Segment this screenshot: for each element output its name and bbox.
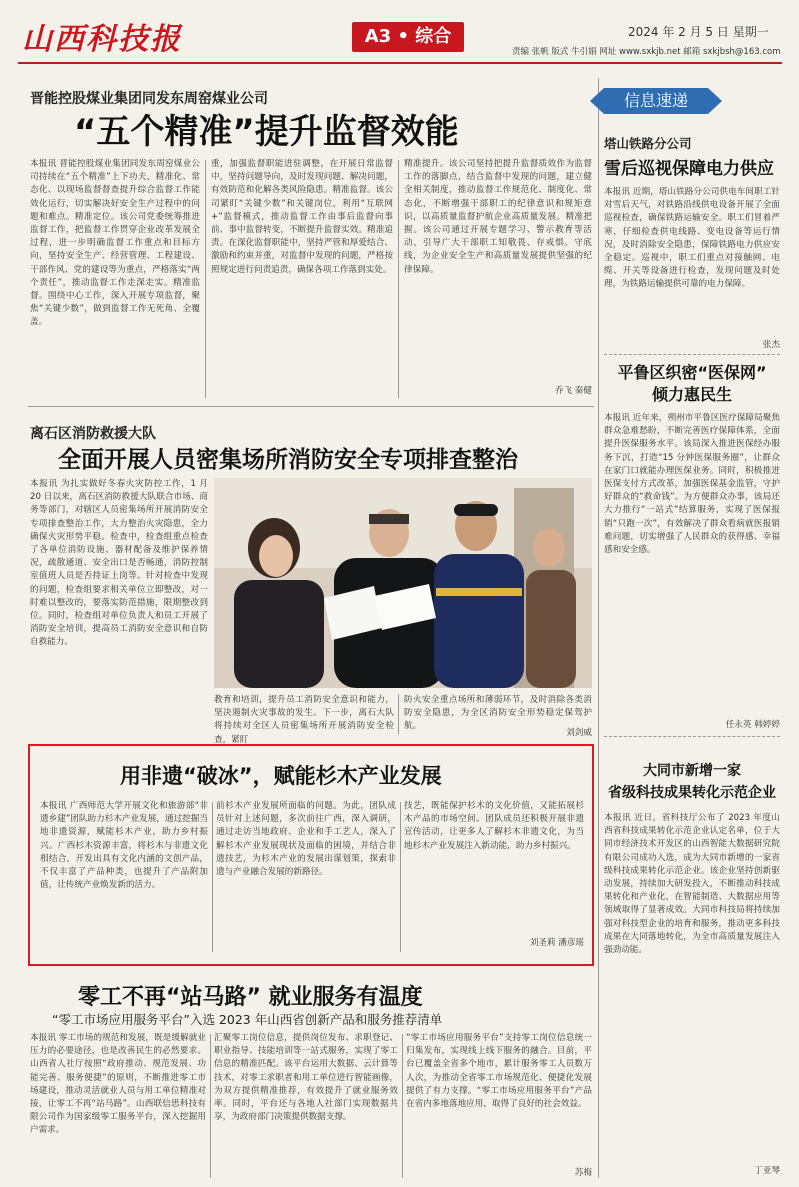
sidebar3-body: 本报讯 近日，省科技厅公布了 2023 年度山西省科技成果转化示范企业认定名单，位于大同市经济技术开发区的山西智能大数据研究院有限公司成功入选，成为大同市新增的一家省级科技成果转化示范企业。该企业坚持创新驱动发展，持续加大研发投入，不断推动科技成果转化和产业化，在智能制造、大数据应用等领域取得了显著成效。大同市科技局将持续加强对科技型企业的培育和服务，推动更多科技成果在大同落地转化，为全市高质量发展注入强劲动能。 (604, 813, 780, 956)
issue-date: 2024 年 2 月 5 日 星期一 (628, 25, 769, 39)
article2-byline: 刘剑威 (566, 728, 592, 738)
article2-col1: 本报讯 为扎实做好冬春火灾防控工作，1 月 20 日以来，离石区消防救援大队联合市场、商务等部门，对辖区人员密集场所开展消防安全专项排查整治工作，大力整治火灾隐患，全力确保火灾形势平稳。检查中，检查组重点检查了各单位消防设施、器材配备及维护保养情况，疏散通道、安全出口是否畅通，消防控制室值班人员是否持证上岗等。针对检查中发现的问题，检查组要求相关单位立即整改，对一时难以整改的，要落实防范措施，限期整改到位。同时，检查组对单位负责人和员工开展了消防安全培训，提高员工消防安全意识和自防自救能力。 (30, 479, 208, 648)
article4-col3: “零工市场应用服务平台”支持零工岗位信息统一归集发布，实现线上线下服务的融合。目前，平台已覆盖全省多个地市，累计服务零工人员数万人次，为推动全省零工市场规范化、便捷化发展提供了有力支撑。“零工市场应用服务平台”产品在省内多地落地应用，取得了良好的社会效益。 (406, 1033, 592, 1110)
article2-col3: 防火安全重点场所和薄弱环节，及时消除各类消防安全隐患，为全区消防安全形势稳定保驾护航。 (404, 695, 592, 732)
sidebar1-byline: 张杰 (762, 340, 780, 350)
article2-kicker: 离石区消防救援大队 (30, 426, 156, 442)
photo-illustration (214, 478, 592, 688)
article1-byline: 乔飞 秦健 (554, 386, 592, 396)
article3-headline: 用非遗“破冰”，赋能杉木产业发展 (120, 764, 442, 788)
article1-col3: 精准提升。该公司坚持把提升监督质效作为监督工作的落脚点，结合监督中发现的问题，建立健全相关制度，推动监督工作规范化、制度化、常态化，不断增强干部职工的纪律意识和规矩意识，以高质量监督护航企业高质量发展。精准把握。该公司通过开展专题学习、警示教育等活动，引导广大干部职工知敬畏、存戒惧、守底线，为企业安全生产和高质量发展提供坚强的纪律保障。 (404, 159, 592, 275)
article1-kicker: 晋能控股煤业集团同发东周窑煤业公司 (30, 91, 268, 107)
column-divider (212, 802, 213, 952)
sidebar2-body: 本报讯 近年来，朔州市平鲁区医疗保障局聚焦群众急难愁盼，不断完善医疗保障体系，全面提升医保服务水平。该局深入推进医保经办服务下沉，打造“15 分钟医保服务圈”，让群众在家门口就能办理医保业务。同时，积极推进医保支付方式改革，加强医保基金监管，守护好群众的“救命钱”。为方便群众办事，该局还大力推行“一站式”结算服务，实现了医保报销“只跑一次”，有效解决了群众看病就医报销难问题，切实增强了人民群众的获得感、幸福感和安全感。 (604, 413, 780, 556)
sidebar1-kicker: 塔山铁路分公司 (604, 136, 692, 151)
sidebar-divider (598, 78, 599, 1178)
sidebar2-byline: 任永英 韩婷婷 (725, 720, 780, 730)
article2-headline: 全面开展人员密集场所消防安全专项排查整治 (58, 447, 518, 473)
column-divider (398, 694, 399, 734)
masthead-rule (18, 62, 782, 64)
sidebar1-headline: 雪后巡视保障电力供应 (604, 159, 774, 179)
article4-headline: 零工不再“站马路” 就业服务有温度 (78, 985, 423, 1010)
column-divider (398, 160, 399, 398)
article4-col1: 本报讯 零工市场的规范和发展，既是缓解就业压力的必要途径，也是改善民生的必然要求。山西省人社厅按照“政府推动、规范发展、功能完善、服务便捷”的原则，不断推进零工市场建设，推动灵活就业人员与用工单位精准对接，让零工不再“站马路”。山西联信思科技有限公司作为国家级零工服务平台，深入挖掘用户需求。 (30, 1033, 206, 1136)
editor-credits: 责编 张帆 版式 牛引娟 网址 www.sxkjb.net 邮箱 sxkjbsh@163.com (512, 47, 781, 57)
section-tag: A3 • 综合 (352, 22, 464, 52)
newspaper-logo: 山西科技报 (22, 22, 182, 57)
column-divider (402, 1034, 403, 1178)
column-divider (210, 1034, 211, 1178)
sidebar-separator (604, 736, 780, 737)
article2-col2: 教育和培训，提升员工消防安全意识和能力，坚决遏制火灾事故的发生。下一步，离石大队将持续对全区人员密集场所开展消防安全检查，紧盯 (214, 695, 394, 745)
sidebar1-body: 本报讯 近期，塔山铁路分公司供电车间职工针对雪后天气，对铁路沿线供电设备开展了全面巡视检查，确保铁路运输安全。职工们冒着严寒，仔细检查供电线路、变电设备等运行情况，及时消除安全隐患，保障铁路电力供应安全稳定。巡视中，职工们重点对接触网、电缆、开关等设备进行检查，发现问题及时处理，为铁路运输提供可靠的电力保障。 (604, 187, 780, 290)
sidebar2-headline: 平鲁区织密“医保网” 倾力惠民生 (617, 363, 767, 404)
article-separator (28, 406, 594, 407)
article4-subhead: “零工市场应用服务平台”入选 2023 年山西省创新产品和服务推荐清单 (52, 1012, 443, 1027)
article3-byline: 刘圣莉 潘彦瑶 (529, 938, 584, 948)
sidebar3-byline: 丁亚琴 (754, 1166, 780, 1176)
article1-col1: 本报讯 晋能控股煤业集团同发东周窑煤业公司持续在“五个精准”上下功夫，精准化、常态化、以现场监督督查提升综合监督工作能效化运行，切实解决好安全生产过程中的问题和难点。精准定位。该公司党委统筹推进监督工作，把监督工作贯穿企业改革发展全过程，进一步明确监督工作重点和目标方向，坚持安全生产、经营管理、工程建设、干部作风、党的建设等为重点，严格落实“两个责任”，推动监督工作走深走实。精准监督。围绕中心工作，深入开展专项监督，聚焦“关键少数”，做到监督工作无死角、全覆盖。 (30, 159, 200, 328)
article1-col2: 重，加强监督职能进驻调整，在开展日常监督中，坚持问题导向，及时发现问题、解决问题，有效防范和化解各类风险隐患。精准监督。该公司紧盯“关键少数”和关键岗位，利用“互联网+”监督模式，推动监督工作由事后监督向事前、事中监督转变，不断提升监督实效。精准追责。在深化监督职能中，坚持严管和厚爱结合、激励和约束并重，对监督中发现的问题，严格按照规定进行问责追责，确保各项工作落到实处。 (211, 159, 393, 275)
article4-byline: 苏梅 (574, 1168, 592, 1178)
news-flash-banner: 信息速递 (604, 88, 708, 114)
column-divider (400, 802, 401, 952)
sidebar-separator (604, 354, 780, 355)
article3-col1: 本报讯 广西师范大学开展文化和旅游部“非遗乡建”团队助力杉木产业发展，通过挖掘当地非遗资源，赋能杉木产业，助力乡村振兴。广西杉木资源丰富，将杉木与非遗文化相结合，开发出具有文化内涵的文创产品，不仅丰富了产品种类，也提升了产品附加值，让传统产业焕发新的活力。 (40, 801, 208, 891)
article3-col3: 技艺，既能保护杉木的文化价值，又能拓展杉木产品的市场空间。团队成员还积极开展非遗宣传活动，让更多人了解杉木非遗文化，为当地杉木产业发展注入新动能，助力乡村振兴。 (404, 801, 584, 851)
article3-col2: 前杉木产业发展所面临的问题。为此，团队成员针对上述问题，多次前往广西，深入调研，通过走访当地政府、企业和手工艺人，深入了解杉木产业发展现状及面临的困境，并结合非遗技艺，为杉木产业的发展出谋划策，探索非遗与产业融合发展的新路径。 (216, 801, 396, 878)
firefighter-inspection-photo (214, 478, 592, 688)
article1-headline: “五个精准”提升监督效能 (74, 112, 459, 152)
column-divider (205, 160, 206, 398)
sidebar3-headline: 大同市新增一家 省级科技成果转化示范企业 (608, 763, 776, 801)
article4-col2: 汇聚零工岗位信息，提供岗位发布、求职登记、职业指导、技能培训等一站式服务，实现了零工信息的精准匹配。该平台运用大数据、云计算等技术，对零工求职者和用工单位进行智能画像，为双方提供精准推荐，有效提升了就业服务效率。同时，平台还与各地人社部门实现数据共享，为政府部门决策提供数据支撑。 (214, 1033, 398, 1123)
